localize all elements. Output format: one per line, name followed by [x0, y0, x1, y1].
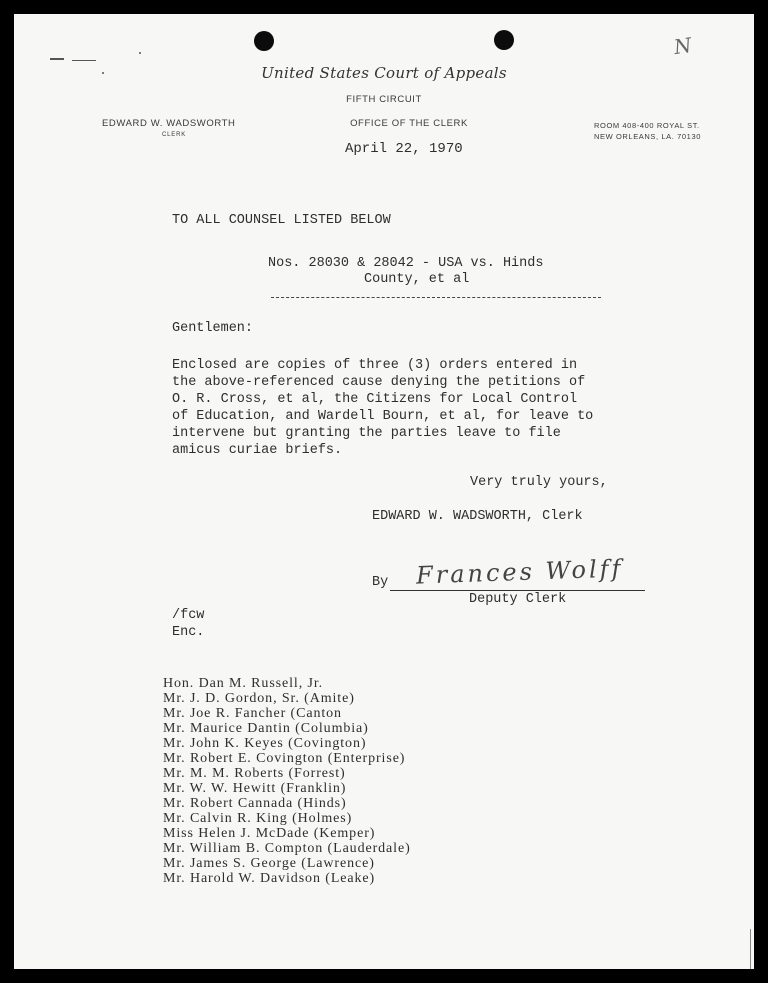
office-of-clerk: OFFICE OF THE CLERK [350, 118, 468, 129]
case-underline [271, 297, 601, 298]
signer-name: EDWARD W. WADSWORTH, Clerk [372, 509, 583, 524]
pencil-dot [139, 52, 141, 54]
recipient-item: Mr. Harold W. Davidson (Leake) [163, 871, 376, 886]
recipient-item: Hon. Dan M. Russell, Jr. [163, 676, 324, 691]
pencil-mark [50, 58, 64, 60]
clerk-title: CLERK [162, 132, 187, 138]
address-line-1: ROOM 408-400 ROYAL ST. [594, 121, 700, 130]
recipient-item: Mr. W. W. Hewitt (Franklin) [163, 781, 347, 796]
letter-date: April 22, 1970 [345, 141, 463, 157]
recipient-item: Mr. Robert Cannada (Hinds) [163, 796, 347, 811]
typist-initials: /fcw [172, 608, 205, 623]
recipient-item: Mr. M. M. Roberts (Forrest) [163, 766, 346, 781]
signer-title: Deputy Clerk [469, 592, 567, 607]
greeting: Gentlemen: [172, 321, 254, 336]
clerk-name: EDWARD W. WADSWORTH [102, 118, 236, 129]
recipient-list [163, 676, 411, 886]
case-parties-line: County, et al [364, 272, 470, 287]
address-line-2: NEW ORLEANS, LA. 70130 [594, 132, 701, 141]
recipient-item: Mr. J. D. Gordon, Sr. (Amite) [163, 691, 355, 706]
recipient-item: Mr. Robert E. Covington (Enterprise) [163, 751, 406, 766]
addressee-line: TO ALL COUNSEL LISTED BELOW [172, 213, 391, 228]
enclosure-note: Enc. [172, 625, 205, 640]
court-name: United States Court of Appeals [261, 64, 507, 82]
handwritten-signature: Frances Wolff [415, 554, 624, 590]
recipient-item: Mr. Joe R. Fancher (Canton [163, 706, 342, 721]
circuit: FIFTH CIRCUIT [346, 94, 422, 105]
signature-line [390, 590, 645, 591]
recipient-item: Mr. William B. Compton (Lauderdale) [163, 841, 411, 856]
punch-hole-left [254, 31, 274, 51]
by-label: By [372, 575, 389, 590]
pencil-mark [72, 60, 96, 61]
letter-page [14, 14, 754, 969]
recipient-item: Mr. John K. Keyes (Covington) [163, 736, 367, 751]
recipient-item: Mr. Maurice Dantin (Columbia) [163, 721, 369, 736]
recipient-item: Mr. James S. George (Lawrence) [163, 856, 375, 871]
recipient-item: Miss Helen J. McDade (Kemper) [163, 826, 376, 841]
case-number-line: Nos. 28030 & 28042 - USA vs. Hinds [268, 256, 544, 271]
edge-mark [750, 929, 751, 969]
recipient-item: Mr. Calvin R. King (Holmes) [163, 811, 353, 826]
letter-body: Enclosed are copies of three (3) orders entered in the above-referenced cause denying the petitions of O. R. Cross, et al, the Citizens for Local Control of Education, and Wardell Bourn, et al, for leave to intervene but granting the parties leave to file amicus curiae briefs. [172, 358, 594, 458]
closing: Very truly yours, [470, 475, 608, 490]
corner-initial-mark: N [672, 32, 694, 60]
punch-hole-right [494, 30, 514, 50]
